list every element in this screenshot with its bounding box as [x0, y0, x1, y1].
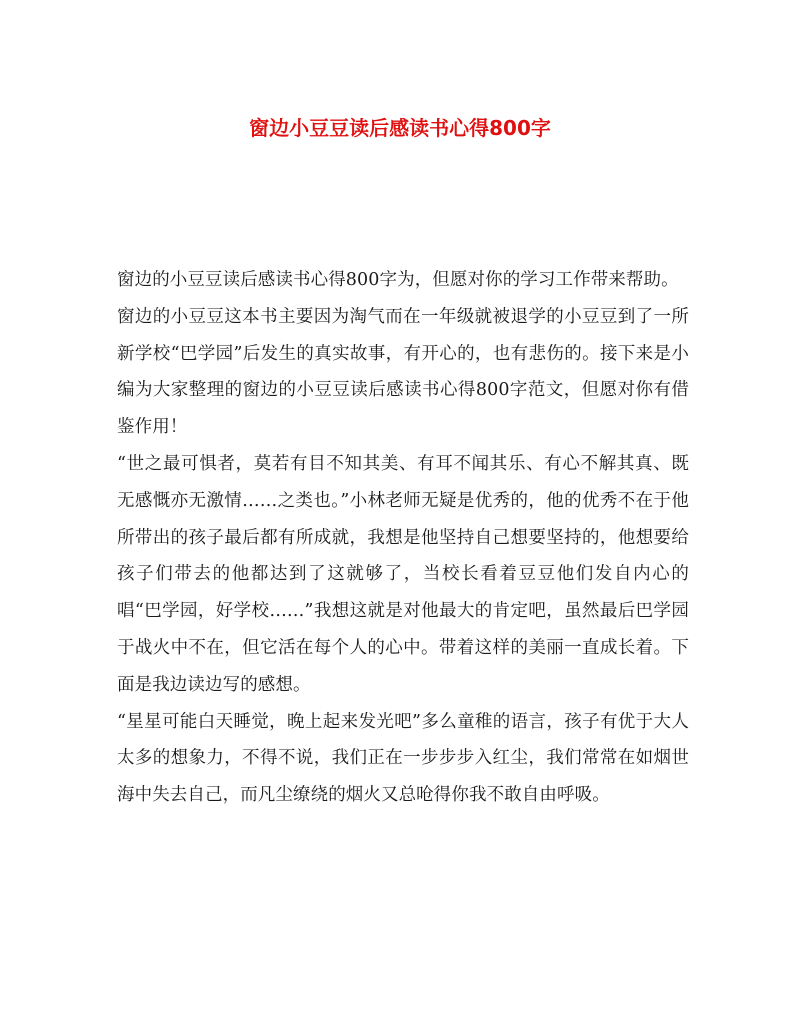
document-title: 窗边小豆豆读后感读书心得800字: [249, 116, 551, 140]
document-body: [117, 262, 689, 814]
paragraph-quote: “世之最可惧者，莫若有目不知其美、有耳不闻其乐、有心不解其真、既无感慨亦无激情……之类也。”小林老师无疑是优秀的，他的优秀不在于他所带出的孩子最后都有所成就，我想是他坚持自己想要坚持的，他想要给孩子们带去的他都达到了这就够了，当校长看着豆豆他们发自内心的唱“巴学园，好学校……”我想这就是对他最大的肯定吧，虽然最后巴学园于战火中不在，但它活在每个人的心中。带着这样的美丽一直成长着。下面是我边读边写的感想。: [117, 453, 689, 695]
paragraph-summary: 窗边的小豆豆这本书主要因为淘气而在一年级就被退学的小豆豆到了一所新学校“巴学园”后发生的真实故事，有开心的，也有悲伤的。接下来是小编为大家整理的窗边的小豆豆读后感读书心得800字范文，但愿对你有借鉴作用！: [117, 306, 689, 438]
paragraph-intro: 窗边的小豆豆读后感读书心得800字为，但愿对你的学习工作带来帮助。: [117, 270, 679, 290]
paragraph-stars: “星星可能白天睡觉，晚上起来发光吧”多么童稚的语言，孩子有优于大人太多的想象力，不得不说，我们正在一步步步入红尘，我们常常在如烟世海中失去自己，而凡尘缭绕的烟火又总呛得你我不敢自由呼吸。: [117, 711, 689, 806]
